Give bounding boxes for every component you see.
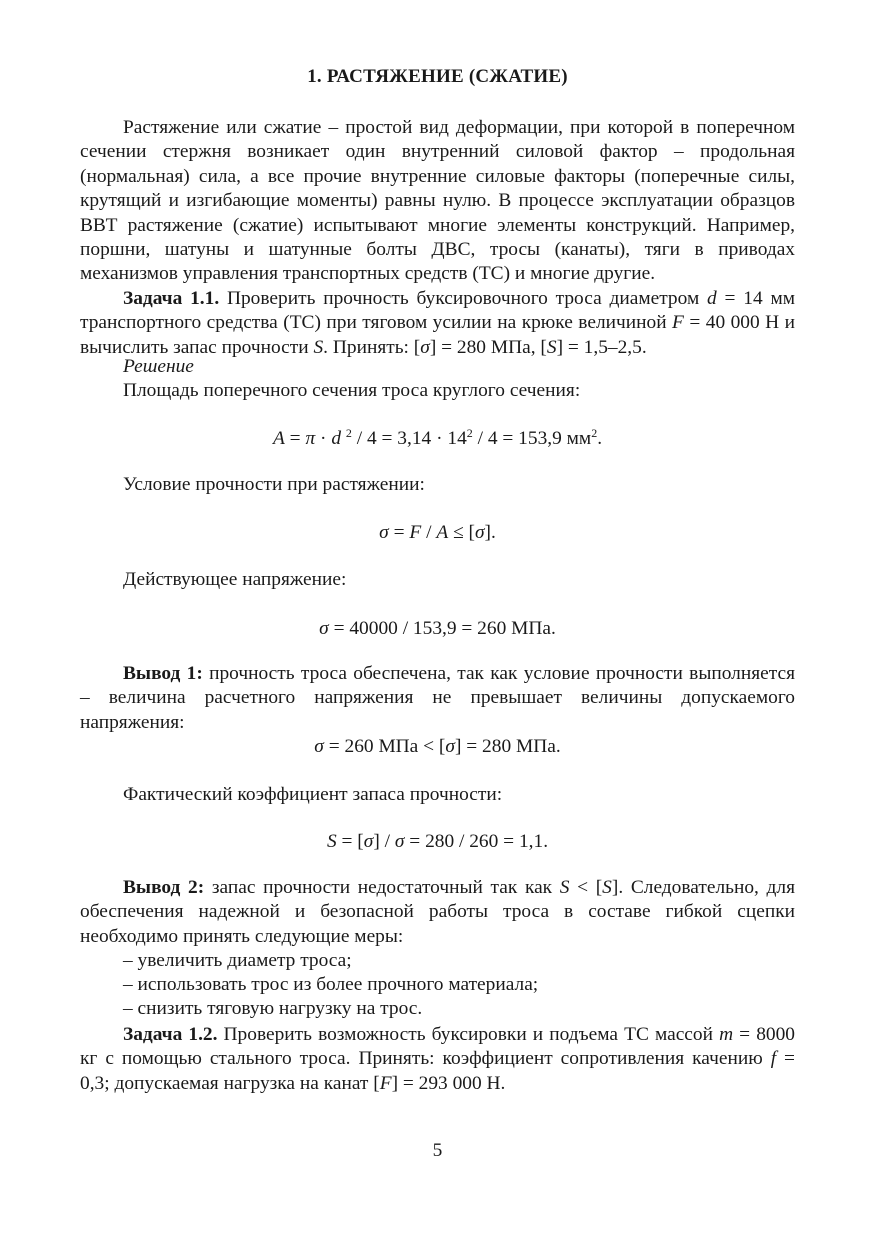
task-1-2-text: Проверить возможность буксировки и подъема ТС массой bbox=[217, 1024, 720, 1045]
formula-text: = [ bbox=[336, 831, 364, 852]
measure-item: – использовать трос из более прочного материала; bbox=[123, 974, 539, 995]
page-number: 5 bbox=[432, 1140, 443, 1161]
formula-text: = bbox=[388, 522, 410, 543]
formula-text: . bbox=[597, 428, 603, 449]
formula-safety-factor bbox=[80, 830, 795, 854]
conclusion-2-text: < [ bbox=[569, 877, 603, 898]
var-S: S bbox=[546, 336, 557, 358]
var-F: F bbox=[379, 1072, 392, 1094]
stress-label: Действующее напряжение: bbox=[123, 569, 347, 590]
exponent: 2 bbox=[591, 426, 598, 440]
formula-stress bbox=[80, 617, 795, 641]
area-intro: Площадь поперечного сечения троса круглого сечения: bbox=[123, 380, 581, 401]
var-sigma: σ bbox=[445, 736, 455, 757]
formula-text: = 40000 / 153,9 = 260 МПа. bbox=[328, 618, 556, 639]
measure-item: – снизить тяговую нагрузку на трос. bbox=[123, 998, 423, 1019]
formula-text: / bbox=[421, 522, 437, 543]
exponent: 2 bbox=[466, 426, 473, 440]
formula-comparison bbox=[80, 735, 795, 759]
solution-label bbox=[123, 355, 795, 379]
task-1-1-text: = 14 мм транспортного средства (ТС) при тяговом усилии на крюке величиной bbox=[80, 288, 795, 334]
formula-text: = 280 / 260 = 1,1. bbox=[404, 831, 549, 852]
var-S: S bbox=[602, 877, 612, 898]
conclusion-1-text: прочность троса обеспечена, так как условие прочности выполняется – величина расчетного напряжения не превышает величины допускаемого напряжения: bbox=[80, 663, 795, 733]
var-S: S bbox=[326, 831, 337, 852]
formula-area bbox=[80, 427, 795, 451]
formula-strength-condition bbox=[80, 521, 795, 545]
task-1-1-paragraph bbox=[80, 287, 795, 360]
var-m: m bbox=[719, 1024, 734, 1045]
task-1-2-paragraph bbox=[80, 1023, 795, 1096]
var-sigma: σ bbox=[379, 522, 389, 543]
var-d: d bbox=[331, 428, 342, 449]
var-sigma: σ bbox=[314, 736, 324, 757]
formula-text: / 4 = 3,14 · 14 bbox=[351, 428, 467, 449]
conclusion-1-label: Вывод 1: bbox=[123, 663, 203, 684]
var-sigma: σ bbox=[363, 831, 374, 852]
task-1-2-text: ] = 293 000 Н. bbox=[391, 1072, 506, 1094]
formula-text: ≤ [ bbox=[448, 522, 475, 543]
formula-text: ] = 280 МПа. bbox=[454, 736, 561, 757]
conclusion-2-text: ]. Следовательно, для обеспечения надежной и безопасной работы троса в составе гибкой сцепки необходимо принять следующие меры: bbox=[80, 877, 795, 947]
task-1-1-text: Проверить прочность буксировочного троса диаметром bbox=[219, 288, 708, 309]
task-1-2-label: Задача 1.2. bbox=[123, 1024, 218, 1045]
conclusion-2-label: Вывод 2: bbox=[123, 877, 205, 898]
task-1-1-label: Задача 1.1. bbox=[123, 288, 220, 309]
task-1-1-text: = 40 000 Н и вычислить запас прочности bbox=[80, 312, 795, 358]
formula-text: = 260 МПа < [ bbox=[323, 736, 446, 757]
strength-condition-label: Условие прочности при растяжении: bbox=[123, 474, 425, 495]
var-sigma: σ bbox=[319, 618, 329, 639]
formula-text: ] / bbox=[373, 831, 395, 852]
task-1-1-text: . Принять: [ bbox=[323, 336, 421, 358]
var-S: S bbox=[313, 336, 324, 358]
measure-item: – увеличить диаметр троса; bbox=[123, 950, 352, 971]
var-F: F bbox=[409, 522, 422, 543]
var-d: d bbox=[707, 288, 717, 309]
task-1-1-text: ] = 280 МПа, [ bbox=[429, 336, 547, 358]
var-A: A bbox=[272, 428, 285, 449]
task-1-2-text: = 8000 кг с помощью стального троса. Принять: коэффициент сопротивления качению bbox=[80, 1024, 795, 1070]
safety-factor-label: Фактический коэффициент запаса прочности: bbox=[123, 784, 503, 805]
conclusion-1 bbox=[80, 662, 795, 735]
var-A: A bbox=[436, 522, 449, 543]
exponent: 2 bbox=[345, 426, 352, 440]
intro-paragraph: Растяжение или сжатие – простой вид деформации, при которой в поперечном сечении стержня возникает один внутренний силовой фактор – продольная (нормальная) сила, а все прочие внутренние силовые факторы (поперечные силы, крутящий и изгибающие моменты) равны нулю. В процессе эксплуатации образцов ВВТ растяжение (сжатие) испытывают многие элементы конструкций. Например, поршни, шатуны и шатунные болты ДВС, тросы (канаты), тяги в приводах механизмов управления транспортных средств (ТС) и многие другие. bbox=[80, 117, 795, 285]
formula-text: = bbox=[284, 428, 306, 449]
var-sigma: σ bbox=[394, 831, 405, 852]
var-sigma: σ bbox=[420, 336, 430, 358]
task-1-1-text: ] = 1,5–2,5. bbox=[556, 336, 647, 358]
formula-text: ]. bbox=[484, 522, 496, 543]
conclusion-2 bbox=[80, 876, 795, 949]
task-1-2-text: = 0,3; допускаемая нагрузка на канат [ bbox=[80, 1048, 795, 1094]
solution-label-text: Решение bbox=[123, 356, 194, 377]
var-pi: π bbox=[305, 428, 316, 449]
formula-text: / 4 = 153,9 мм bbox=[472, 428, 592, 449]
var-sigma: σ bbox=[474, 522, 485, 543]
var-f: f bbox=[770, 1048, 777, 1070]
conclusion-2-text: запас прочности недостаточный так как bbox=[204, 877, 560, 898]
var-S: S bbox=[559, 877, 570, 898]
formula-text: · bbox=[315, 428, 332, 449]
var-F: F bbox=[672, 312, 684, 334]
page-title: 1. РАСТЯЖЕНИЕ (СЖАТИЕ) bbox=[307, 66, 568, 87]
